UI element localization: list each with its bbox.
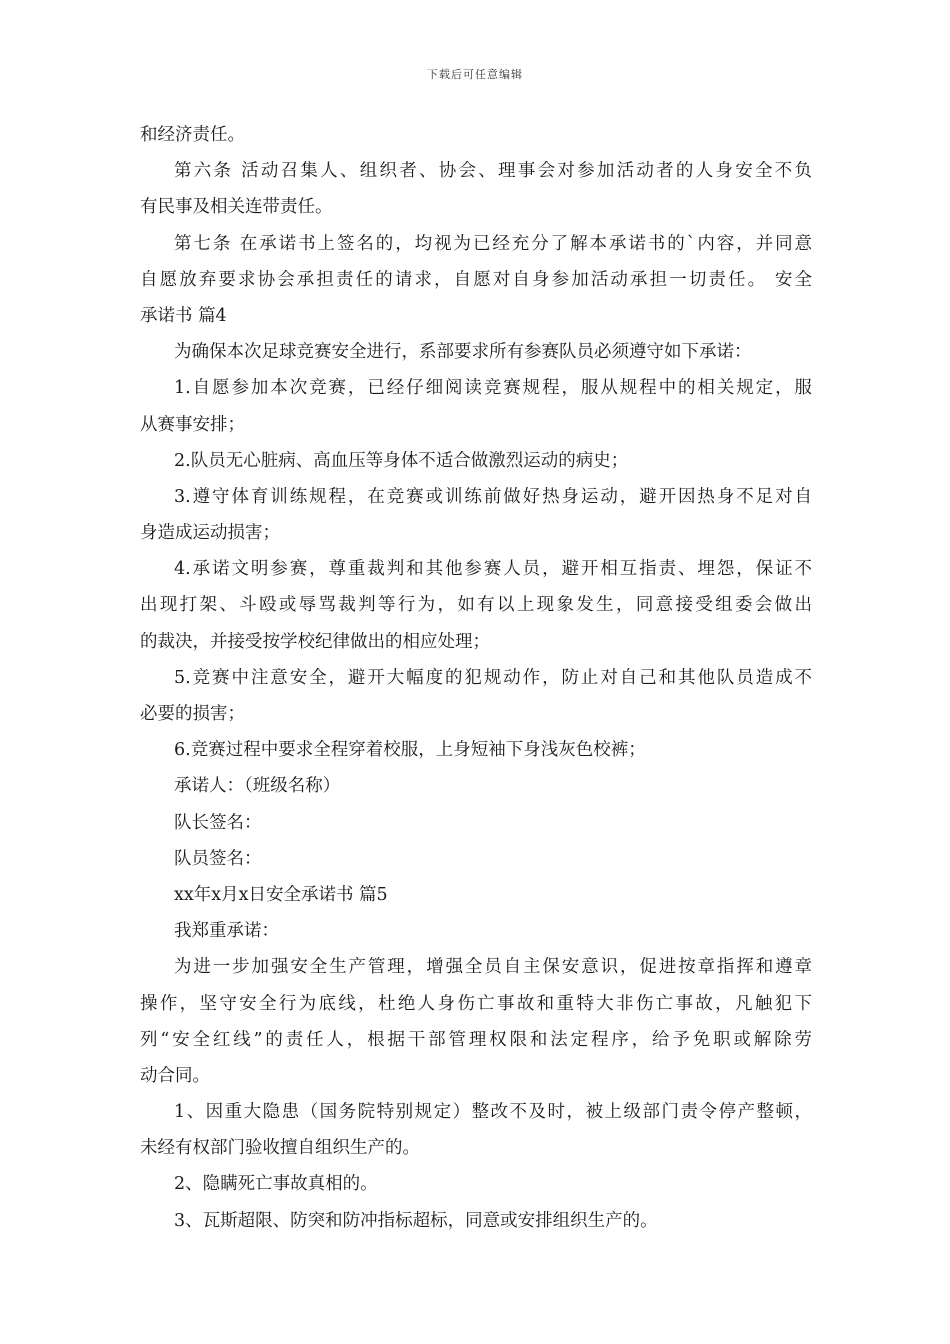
text-line: 2.队员无心脏病、高血压等身体不适合做激烈运动的病史； — [174, 450, 629, 471]
text-line: 3、瓦斯超限、防突和防冲指标超标，同意或安排组织生产的。 — [174, 1210, 658, 1231]
document-body — [140, 117, 812, 1239]
text-line: 承诺人：（班级名称） — [174, 776, 341, 797]
text-line: 5.竞赛中注意安全，避开大幅度的犯规动作，防止对自己和其他队员造成不 — [174, 667, 812, 688]
text-line: 第六条 活动召集人、组织者、协会、理事会对参加活动者的人身安全不负 — [174, 161, 812, 182]
text-line: xx年x月x日安全承诺书 篇5 — [174, 884, 388, 905]
text-line: 未经有权部门验收擅自组织生产的。 — [140, 1138, 420, 1159]
text-line: 从赛事安排； — [140, 414, 245, 435]
text-line: 列“安全红线”的责任人，根据干部管理权限和法定程序，给予免职或解除劳 — [140, 1029, 812, 1050]
text-line: 的裁决，并接受按学校纪律做出的相应处理； — [140, 631, 490, 652]
text-line: 自愿放弃要求协会承担责任的请求，自愿对自身参加活动承担一切责任。 安全 — [140, 269, 812, 290]
text-line: 和经济责任。 — [140, 125, 245, 145]
text-line: 3.遵守体育训练规程，在竞赛或训练前做好热身运动，避开因热身不足对自 — [174, 486, 812, 507]
text-line: 队长签名： — [174, 812, 262, 833]
text-line: 动合同。 — [140, 1065, 210, 1086]
text-line: 1、因重大隐患（国务院特别规定）整改不及时，被上级部门责令停产整顿， — [174, 1102, 812, 1123]
text-line: 我郑重承诺： — [174, 921, 279, 942]
text-line: 2、隐瞒死亡事故真相的。 — [174, 1174, 378, 1195]
text-line: 1.自愿参加本次竞赛，已经仔细阅读竞赛规程，服从规程中的相关规定，服 — [174, 378, 812, 399]
text-line: 第七条 在承诺书上签名的，均视为已经充分了解本承诺书的`内容，并同意 — [174, 233, 812, 254]
text-line: 有民事及相关连带责任。 — [140, 197, 333, 218]
text-line: 出现打架、斗殴或辱骂裁判等行为，如有以上现象发生，同意接受组委会做出 — [140, 595, 812, 616]
text-line: 承诺书 篇4 — [140, 305, 227, 326]
text-line: 必要的损害； — [140, 704, 245, 724]
text-line: 为确保本次足球竞赛安全进行，系部要求所有参赛队员必须遵守如下承诺： — [174, 342, 752, 363]
text-line: 6.竞赛过程中要求全程穿着校服，上身短袖下身浅灰色校裤； — [174, 740, 646, 761]
text-line: 身造成运动损害； — [140, 523, 280, 544]
text-line: 操作，坚守安全行为底线，杜绝人身伤亡事故和重特大非伤亡事故，凡触犯下 — [140, 993, 812, 1014]
text-line: 队员签名： — [174, 848, 262, 869]
text-line: 4.承诺文明参赛，尊重裁判和其他参赛人员，避开相互指责、埋怨，保证不 — [174, 559, 812, 580]
text-line: 为进一步加强安全生产管理，增强全员自主保安意识，促进按章指挥和遵章 — [174, 957, 812, 978]
page-header: 下载后可任意编辑 — [427, 68, 523, 81]
